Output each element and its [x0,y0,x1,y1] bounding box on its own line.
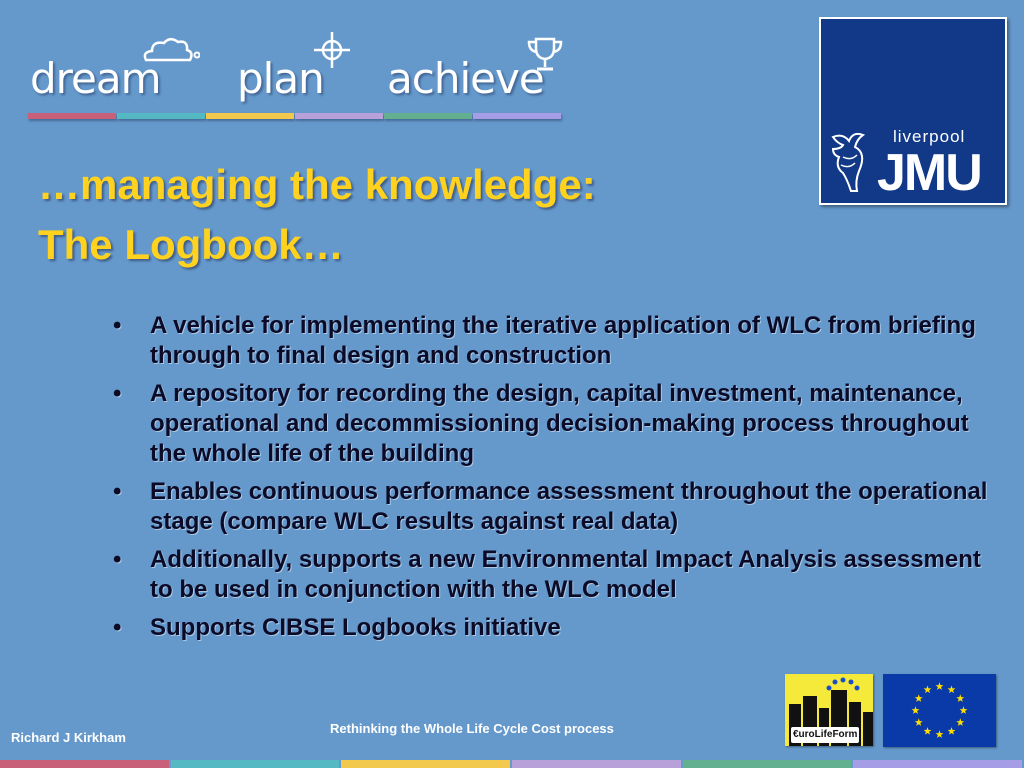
bullet-item [111,477,991,537]
title-line-1: …managing the knowledge: [38,161,596,208]
eu-star-icon [924,727,932,735]
bottom-bar-segment [171,760,340,768]
slide-title [38,155,596,275]
eu-star-icon [912,706,920,714]
strip-segment [117,113,205,119]
eu-star-icon [956,694,964,702]
cloud-icon [140,36,200,66]
strip-segment [384,113,472,119]
ljmu-logo [819,17,1007,205]
strip-segment [473,113,561,119]
bullet-item [111,545,991,605]
bullet-dot: • [113,380,122,407]
strip-segment [206,113,294,119]
eu-star-icon [936,730,944,738]
trophy-icon [525,36,565,76]
bottom-bar-segment [853,760,1022,768]
bottom-bar-segment [512,760,681,768]
bottom-color-bar [0,760,1024,768]
bullet-text: Additionally, supports a new Environmental Impact Analysis assessment to be used in conjunction with the WLC model [150,546,981,603]
bullet-dot: • [113,614,122,641]
eurolifeform-text: €uroLifeForm [791,727,859,743]
title-line-2: The Logbook… [38,221,344,268]
eu-star-icon [936,682,944,690]
bullet-dot: • [113,478,122,505]
slogan-dream: dream [30,54,161,103]
eu-star-icon [948,686,956,694]
logo-jmu: JMU [877,144,981,202]
crosshair-icon [312,30,352,70]
eu-star-icon [960,706,968,714]
eu-flag [883,674,996,747]
footer-author: Richard J Kirkham [11,730,126,745]
eurolifeform-logo [785,674,873,746]
liver-bird-icon [829,127,879,193]
strip-segment [28,113,116,119]
logo-liverpool: liverpool [893,127,966,146]
slogan-achieve: achieve [387,54,544,103]
bottom-bar-segment [683,760,852,768]
bullet-item [111,379,991,469]
footer-title: Rethinking the Whole Life Cycle Cost process [330,721,614,736]
color-strip [28,113,562,119]
bullet-list [111,311,991,651]
eu-star-icon [924,686,932,694]
slogan-plan: plan [237,54,324,103]
eu-star-icon [915,694,923,702]
bottom-bar-segment [341,760,510,768]
bullet-text: A repository for recording the design, capital investment, maintenance, operational and decommissioning decision-making process throughout the whole life of the building [150,380,969,467]
bullet-text: A vehicle for implementing the iterative application of WLC from briefing through to final design and construction [150,312,976,369]
bullet-dot: • [113,546,122,573]
strip-segment [295,113,383,119]
bullet-dot: • [113,312,122,339]
eu-star-icon [956,718,964,726]
eu-star-icon [915,718,923,726]
bullet-text: Supports CIBSE Logbooks initiative [150,614,561,641]
bottom-bar-segment [0,760,169,768]
bullet-text: Enables continuous performance assessment throughout the operational stage (compare WLC results against real data) [150,478,988,535]
bullet-item [111,613,991,643]
eu-star-icon [948,727,956,735]
bullet-item [111,311,991,371]
